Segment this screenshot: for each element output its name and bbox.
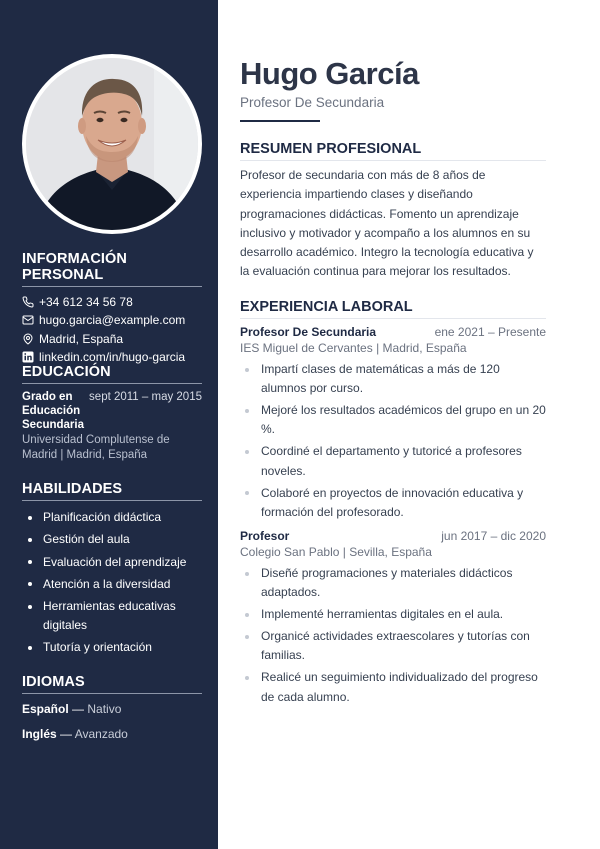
skill-item: Planificación didáctica bbox=[25, 508, 202, 527]
education-dates: sept 2011 – may 2015 bbox=[89, 391, 202, 403]
job-bullets bbox=[240, 564, 546, 707]
education-degree: Grado en Educación Secundaria bbox=[22, 391, 84, 431]
education-title: EDUCACIÓN bbox=[22, 364, 202, 384]
job-title: Profesor De Secundaria bbox=[240, 325, 377, 339]
language-separator: — bbox=[68, 702, 88, 716]
phone-text: +34 612 34 56 78 bbox=[39, 295, 133, 310]
language-name: Inglés bbox=[22, 726, 57, 741]
contact-phone[interactable] bbox=[22, 293, 202, 311]
profile-photo-frame bbox=[22, 54, 202, 234]
skill-item: Gestión del aula bbox=[25, 530, 202, 549]
job-bullet: Implementé herramientas digitales en el aula. bbox=[240, 605, 546, 624]
job-entry bbox=[240, 529, 546, 709]
skill-item: Atención a la diversidad bbox=[25, 575, 202, 594]
contact-email[interactable] bbox=[22, 311, 202, 329]
location-text: Madrid, España bbox=[39, 331, 124, 346]
skill-item: Tutoría y orientación bbox=[25, 638, 202, 657]
education-school: Universidad Complutense de Madrid | Madrid, España bbox=[22, 434, 170, 461]
job-bullet: Diseñé programaciones y materiales didácticos adaptados. bbox=[240, 564, 546, 603]
job-bullet: Realicé un seguimiento individualizado del progreso de cada alumno. bbox=[240, 668, 546, 707]
job-bullet: Colaboré en proyectos de innovación educativa y formación del profesorado. bbox=[240, 484, 546, 523]
person-illustration bbox=[26, 58, 198, 230]
job-bullet: Impartí clases de matemáticas a más de 120 alumnos por curso. bbox=[240, 360, 546, 399]
skills-title: HABILIDADES bbox=[22, 481, 202, 501]
skill-item: Herramientas educativas digitales bbox=[25, 597, 202, 635]
location-pin-icon bbox=[22, 333, 34, 345]
mail-icon bbox=[22, 314, 34, 326]
email-text: hugo.garcia@example.com bbox=[39, 313, 186, 328]
experience-title: EXPERIENCIA LABORAL bbox=[240, 299, 546, 319]
summary-title: RESUMEN PROFESIONAL bbox=[240, 141, 546, 161]
job-company: Colegio San Pablo | Sevilla, España bbox=[240, 545, 432, 559]
job-bullet: Organicé actividades extraescolares y tutorías con familias. bbox=[240, 627, 546, 666]
candidate-role: Profesor De Secundaria bbox=[240, 95, 385, 110]
candidate-name: Hugo García bbox=[240, 56, 419, 91]
job-dates: jun 2017 – dic 2020 bbox=[441, 529, 546, 543]
language-item bbox=[22, 727, 202, 741]
contact-location bbox=[22, 330, 202, 348]
language-level: Avanzado bbox=[74, 726, 128, 741]
personal-info-section bbox=[22, 251, 202, 366]
linkedin-text: linkedin.com/in/hugo-garcia bbox=[39, 350, 186, 365]
summary-text: Profesor de secundaria con más de 8 años de experiencia impartiendo clases y diseñando programaciones didácticas. Fomento un aprendizaje inclusivo y motivador y acompaño a los alumnos en su desarrollo académico. Integro la tecnología educativa y la evaluación continua para mejorar los resultados. bbox=[240, 168, 534, 279]
language-separator: — bbox=[56, 726, 75, 741]
education-entry bbox=[22, 390, 202, 432]
job-bullet: Coordiné el departamento y tutoricé a profesores noveles. bbox=[240, 442, 546, 481]
job-bullets bbox=[240, 360, 546, 522]
languages-title: IDIOMAS bbox=[22, 674, 202, 694]
job-bullet: Mejoré los resultados académicos del grupo en un 20 %. bbox=[240, 401, 546, 440]
job-dates: ene 2021 – Presente bbox=[434, 325, 546, 339]
job-entry bbox=[240, 325, 546, 525]
languages-section bbox=[22, 674, 202, 751]
skills-list bbox=[22, 508, 202, 657]
phone-icon bbox=[22, 296, 34, 308]
sidebar bbox=[0, 0, 218, 849]
language-level: Nativo bbox=[87, 702, 122, 716]
language-item bbox=[22, 702, 202, 716]
linkedin-icon bbox=[22, 351, 34, 363]
profile-photo bbox=[26, 58, 198, 230]
job-company: IES Miguel de Cervantes | Madrid, España bbox=[240, 341, 467, 355]
title-underline bbox=[240, 120, 320, 122]
education-section bbox=[22, 364, 202, 463]
language-name: Español bbox=[22, 702, 69, 716]
skill-item: Evaluación del aprendizaje bbox=[25, 553, 202, 572]
skills-section bbox=[22, 481, 202, 661]
personal-info-title: INFORMACIÓN PERSONAL bbox=[22, 251, 202, 287]
job-title: Profesor bbox=[240, 529, 290, 543]
